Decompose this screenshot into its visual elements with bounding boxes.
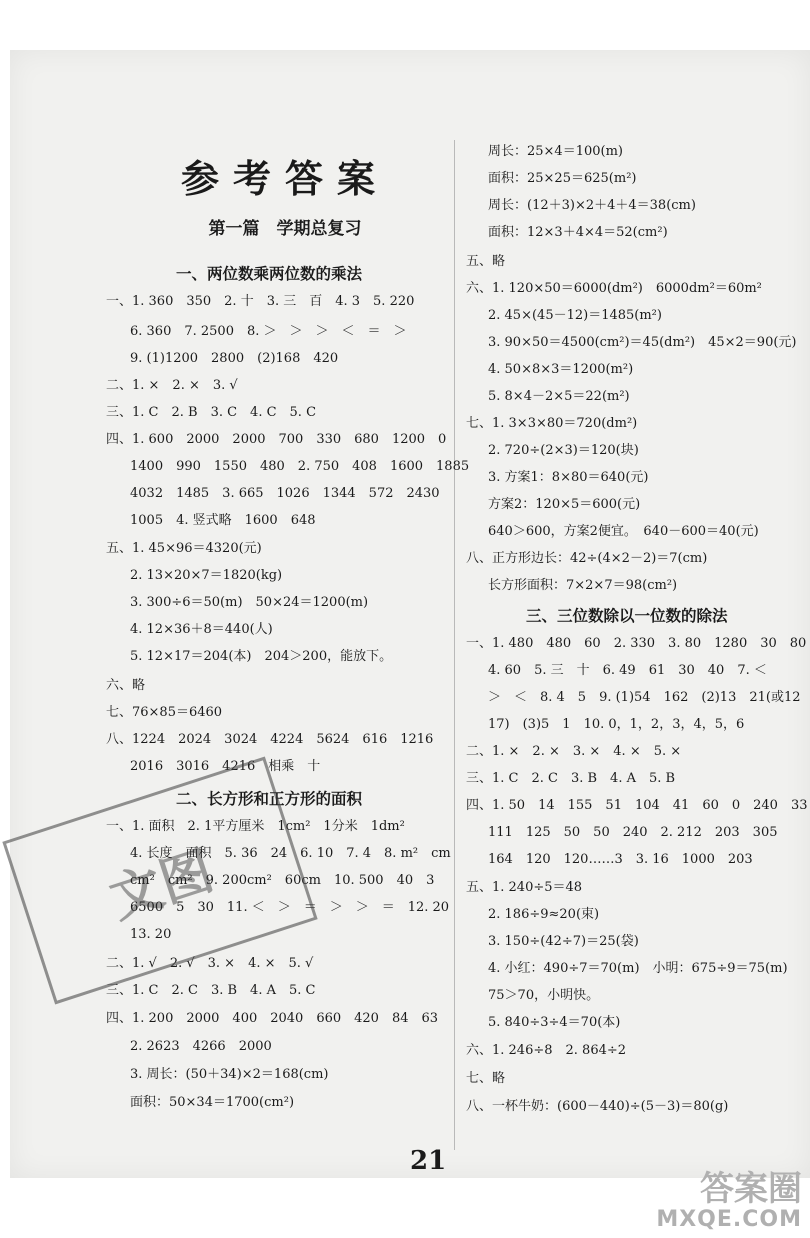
answer-line: 七、1. 3×3×80＝720(dm²) bbox=[466, 416, 638, 431]
section-heading: 三、三位数除以一位数的除法 bbox=[526, 606, 728, 625]
answer-line: cm² cm² 9. 200cm² 60cm 10. 500 40 3 bbox=[130, 873, 435, 888]
site-watermark bbox=[656, 1171, 802, 1232]
answer-line: 八、一杯牛奶：(600－440)÷(5－3)＝80(g) bbox=[466, 1099, 729, 1114]
section-heading: 一、两位数乘两位数的乘法 bbox=[176, 264, 363, 283]
answer-line: 一、1. 360 350 2. 十 3. 三 百 4. 3 5. 220 bbox=[106, 294, 415, 309]
answer-line: 面积：50×34＝1700(cm²) bbox=[130, 1095, 295, 1110]
answer-line: 六、1. 246÷8 2. 864÷2 bbox=[466, 1043, 627, 1058]
answer-line: 13. 20 bbox=[130, 927, 172, 942]
answer-line: 5. 840÷3÷4＝70(本) bbox=[488, 1015, 621, 1030]
part-heading: 第一篇 学期总复习 bbox=[208, 219, 362, 239]
answer-line: 3. 周长：(50＋34)×2＝168(cm) bbox=[130, 1067, 329, 1082]
answer-line: 三、1. C 2. C 3. B 4. A 5. B bbox=[466, 771, 676, 786]
answer-line: 三、1. C 2. C 3. B 4. A 5. C bbox=[106, 983, 316, 998]
section-heading: 二、长方形和正方形的面积 bbox=[176, 789, 363, 808]
answer-line: 一、1. 480 480 60 2. 330 3. 80 1280 30 80 bbox=[466, 636, 807, 651]
answer-line: 4. 12×36＋8＝440(人) bbox=[130, 622, 273, 637]
answer-line: 3. 方案1：8×80＝640(元) bbox=[488, 470, 649, 485]
answer-line: 周长：25×4＝100(m) bbox=[488, 144, 623, 159]
answer-line: 六、略 bbox=[106, 678, 146, 693]
answer-line: 五、1. 45×96＝4320(元) bbox=[106, 541, 262, 556]
answer-line: 640＞600，方案2便宜。 640－600＝40(元) bbox=[488, 524, 759, 539]
answer-line: 6500 5 30 11. ＜ ＞ ＝ ＞ ＞ ＝ 12. 20 bbox=[130, 900, 450, 915]
answer-line: 四、1. 600 2000 2000 700 330 680 1200 0 bbox=[106, 432, 447, 447]
library-stamp: 文图 bbox=[2, 757, 317, 1005]
answer-line: 二、1. × 2. × 3. √ bbox=[106, 378, 238, 393]
answer-line: 3. 150÷(42÷7)＝25(袋) bbox=[488, 934, 639, 949]
answer-line: 75＞70，小明快。 bbox=[488, 988, 600, 1003]
answer-line: 七、76×85＝6460 bbox=[106, 705, 223, 720]
column-divider bbox=[454, 140, 455, 1150]
answer-line: 2016 3016 4216 相乘 十 bbox=[130, 759, 321, 774]
answer-line: 七、略 bbox=[466, 1071, 506, 1086]
answer-line: 2. 2623 4266 2000 bbox=[130, 1039, 272, 1054]
answer-line: 111 125 50 50 240 2. 212 203 305 bbox=[488, 825, 778, 840]
answer-line: 1005 4. 竖式略 1600 648 bbox=[130, 513, 316, 528]
watermark-url: MXQE.COM bbox=[656, 1207, 802, 1232]
page-number: 21 bbox=[410, 1146, 447, 1176]
answer-line: 五、略 bbox=[466, 254, 506, 269]
answer-line: 长方形面积：7×2×7＝98(cm²) bbox=[488, 578, 678, 593]
answer-line: 一、1. 面积 2. 1平方厘米 1cm² 1分米 1dm² bbox=[106, 819, 405, 834]
answer-line: 5. 12×17＝204(本) 204＞200，能放下。 bbox=[130, 649, 393, 664]
answer-line: 面积：12×3＋4×4＝52(cm²) bbox=[488, 225, 668, 240]
answer-line: 方案2：120×5＝600(元) bbox=[488, 497, 641, 512]
answer-line: 6. 360 7. 2500 8. ＞ ＞ ＞ ＜ ＝ ＞ bbox=[130, 324, 407, 339]
answer-line: 六、1. 120×50＝6000(dm²) 6000dm²＝60m² bbox=[466, 281, 762, 296]
answer-line: 9. (1)1200 2800 (2)168 420 bbox=[130, 351, 339, 366]
answer-line: 八、正方形边长：42÷(4×2－2)＝7(cm) bbox=[466, 551, 708, 566]
answer-line: 二、1. × 2. × 3. × 4. × 5. × bbox=[466, 744, 682, 759]
answer-line: 17) (3)5 1 10. 0，1，2，3，4，5，6 bbox=[488, 717, 745, 732]
answer-line: 周长：(12＋3)×2＋4＋4＝38(cm) bbox=[488, 198, 696, 213]
page-title: 参考答案 bbox=[180, 156, 389, 201]
answer-line: 四、1. 200 2000 400 2040 660 420 84 63 bbox=[106, 1011, 439, 1026]
answer-line: 2. 13×20×7＝1820(kg) bbox=[130, 568, 283, 583]
answer-line: 4. 小红：490÷7＝70(m) 小明：675÷9＝75(m) bbox=[488, 961, 788, 976]
answer-line: 4032 1485 3. 665 1026 1344 572 2430 bbox=[130, 486, 440, 501]
answer-line: 3. 300÷6＝50(m) 50×24＝1200(m) bbox=[130, 595, 369, 610]
answer-line: 2. 45×(45－12)＝1485(m²) bbox=[488, 308, 662, 323]
watermark-logo: 答案圈 bbox=[700, 1169, 802, 1209]
answer-line: 二、1. √ 2. √ 3. × 4. × 5. √ bbox=[106, 956, 314, 971]
answer-line: 三、1. C 2. B 3. C 4. C 5. C bbox=[106, 405, 317, 420]
answer-line: 164 120 120……3 3. 16 1000 203 bbox=[488, 852, 753, 867]
answer-line: 4. 60 5. 三 十 6. 49 61 30 40 7. ＜ bbox=[488, 663, 767, 678]
answer-line: 4. 长度 面积 5. 36 24 6. 10 7. 4 8. m² cm bbox=[130, 846, 451, 861]
answer-line: 3. 90×50＝4500(cm²)＝45(dm²) 45×2＝90(元) bbox=[488, 335, 797, 350]
answer-line: 八、1224 2024 3024 4224 5624 616 1216 bbox=[106, 732, 434, 747]
answer-line: 面积：25×25＝625(m²) bbox=[488, 171, 637, 186]
answer-line: 4. 50×8×3＝1200(m²) bbox=[488, 362, 634, 377]
answer-line: 四、1. 50 14 155 51 104 41 60 0 240 33 bbox=[466, 798, 808, 813]
answer-line: ＞ ＜ 8. 4 5 9. (1)54 162 (2)13 21(或12 bbox=[488, 690, 801, 705]
answer-line: 2. 720÷(2×3)＝120(块) bbox=[488, 443, 639, 458]
answer-line: 5. 8×4－2×5＝22(m²) bbox=[488, 389, 630, 404]
answer-line: 1400 990 1550 480 2. 750 408 1600 1885 bbox=[130, 459, 470, 474]
answer-line: 2. 186÷9≈20(束) bbox=[488, 907, 600, 922]
answer-line: 五、1. 240÷5＝48 bbox=[466, 880, 583, 895]
